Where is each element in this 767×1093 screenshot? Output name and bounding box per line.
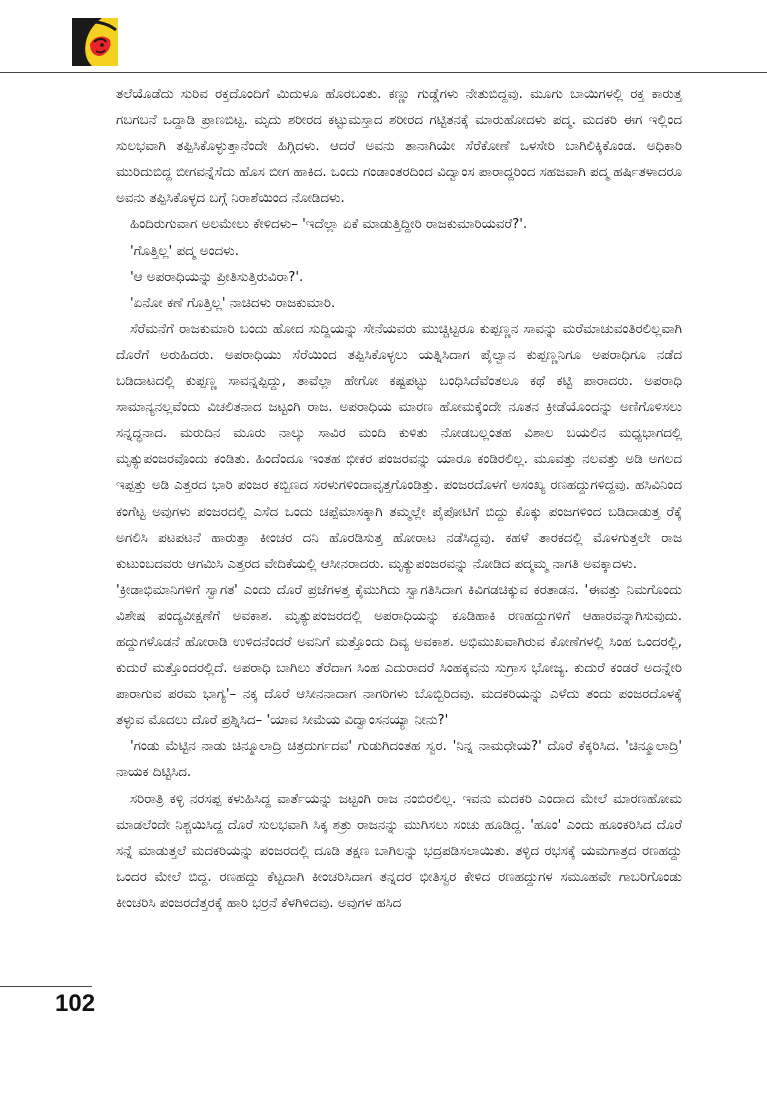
paragraph: 'ಏನೋ ಕಣೆ ಗೊತ್ತಿಲ್ಲ' ನಾಚಿದಳು ರಾಜಕುಮಾರಿ.: [130, 295, 336, 311]
woman-face-logo-icon: [72, 18, 118, 66]
footer-rule: [0, 986, 92, 987]
header-rule: [0, 72, 767, 73]
page-body: [116, 82, 682, 917]
paragraph: ತಲೆಯೊಡೆದು ಸುರಿವ ರಕ್ತದೊಂದಿಗೆ ಮಿದುಳೂ ಹೊರಬಂತು. ಕಣ್ಣು ಗುಡ್ಡೆಗಳು ನೇತುಬಿದ್ದವು. ಮೂಗು ಬಾಯಿಗಳಲ್ಲಿ ರಕ್ತ ಕಾರುತ್ತ ಗಬಗಬನೆ ಒದ್ದಾಡಿ ಪ್ರಾಣಬಿಟ್ಟ. ಮೃದು ಶರೀರದ ಕಟ್ಟುಮಸ್ತಾದ ಶರೀರದ ಗಟ್ಟಿತನಕ್ಕೆ ಮಾರುಹೋದಳು ಪದ್ಮ. ಮದಕರಿ ಈಗ ಇಲ್ಲಿಂದ ಸುಲಭವಾಗಿ ತಪ್ಪಿಸಿಕೊಳ್ಳುತ್ತಾನೆಂದೇ ಹಿಗ್ಗಿದಳು. ಆದರೆ ಅವನು ತಾನಾಗಿಯೇ ಸೆರೆಕೋಣೆ ಒಳಸೇರಿ ಬಾಗಿಲಿಕ್ಕಿಕೊಂಡ. ಅಧಿಕಾರಿ ಮುರಿದುಬಿದ್ದ ಬೀಗವನ್ನೆಸೆದು ಹೊಸ ಬೀಗ ಹಾಕಿದ. ಒಂದು ಗಂಡಾಂತರದಿಂದ ವಿದ್ವಾಂಸ ಪಾರಾದ್ದರಿಂದ ಸಹಜವಾಗಿ ಪದ್ಮ ಹರ್ಷಿತಳಾದರೂ ಅವನು ತಪ್ಪಿಸಿಕೊಳ್ಳದ ಬಗ್ಗೆ ನಿರಾಶೆಯಿಂದ ನೋಡಿದಳು.: [116, 87, 682, 207]
paragraph: 'ಗಂಡು ಮೆಟ್ಟಿನ ನಾಡು ಚಿನ್ಮೂಲಾದ್ರಿ ಚಿತ್ರದುರ್ಗದವ' ಗುಡುಗಿದಂತಹ ಸ್ವರ. 'ನಿನ್ನ ನಾಮಧೇಯ?' ದೊರೆ ಕೆಕ್ಕರಿಸಿದ. 'ಚಿನ್ಮೂಲಾದ್ರಿ' ನಾಯಕ ದಿಟ್ಟಿಸಿದ.: [116, 739, 682, 781]
paragraph: ಸರಿರಾತ್ರಿ ಕಳ್ಳಿ ನರಸಪ್ಪ ಕಳುಹಿಸಿದ್ದ ವಾರ್ತೆಯನ್ನು ಜಟ್ಟಂಗಿ ರಾಜ ನಂಬಿರಲಿಲ್ಲ. ಇವನು ಮದಕರಿ ಎಂದಾದ ಮೇಲೆ ಮಾರಣಹೋಮ ಮಾಡಲೆಂದೇ ನಿಶ್ಚಯಿಸಿದ್ದ ದೊರೆ ಸುಲಭವಾಗಿ ಸಿಕ್ಕ ಶತ್ರು ರಾಜನನ್ನು ಮುಗಿಸಲು ಸಂಚು ಹೂಡಿದ್ದ. 'ಹೂಂ' ಎಂದು ಹೂಂಕರಿಸಿದ ದೊರೆ ಸನ್ನೆ ಮಾಡುತ್ತಲೆ ಮದಕರಿಯನ್ನು ಪಂಜರದಲ್ಲಿ ದೂಡಿ ತಕ್ಷಣ ಬಾಗಿಲನ್ನು ಭದ್ರಪಡಿಸಲಾಯಿತು. ತಳ್ಳಿದ ರಭಸಕ್ಕೆ ಯಮಗಾತ್ರದ ರಣಹದ್ದು ಒಂದರ ಮೇಲೆ ಬಿದ್ದ. ರಣಹದ್ದು ಕೆಟ್ಟದಾಗಿ ಕೀಂಚರಿಸಿದಾಗ ತನ್ನದರ ಭೀತಿಸ್ವರ ಕೇಳಿದ ರಣಹದ್ದುಗಳ ಸಮೂಹವೇ ಗಾಬರಿಗೊಂಡು ಕೀಂಚರಿಸಿ ಪಂಜರದೆತ್ತರಕ್ಕೆ ಹಾರಿ ಭರ್‍ರನೆ ಕೆಳಗಿಳಿದವು. ಅವುಗಳ ಹಸಿದ: [116, 791, 682, 911]
paragraph: ಹಿಂದಿರುಗುವಾಗ ಅಲಮೇಲು ಕೇಳಿದಳು– 'ಇದೆಲ್ಲಾ ಏಕೆ ಮಾಡುತ್ತಿದ್ದೀರಿ ರಾಜಕುಮಾರಿಯವರೆ?'.: [130, 217, 528, 233]
paragraph: 'ಗೊತ್ತಿಲ್ಲ' ಪದ್ಮ ಅಂದಳು.: [130, 243, 239, 259]
paragraph: 'ಆ ಅಪರಾಧಿಯನ್ನು ಪ್ರೀತಿಸುತ್ತಿರುವಿರಾ?'.: [130, 269, 304, 285]
page-number: 102: [55, 990, 96, 1017]
paragraph: 'ಕ್ರೀಡಾಭಿಮಾನಿಗಳಿಗೆ ಸ್ವಾಗತ' ಎಂದು ದೊರೆ ಪ್ರಜೆಗಳತ್ತ ಕೈಮುಗಿದು ಸ್ವಾಗತಿಸಿದಾಗ ಕಿವಿಗಡಚಿಕ್ಕುವ ಕರತಾಡನ. 'ಈವತ್ತು ನಿಮಗೊಂದು ವಿಶೇಷ ಪಂದ್ಯವೀಕ್ಷಣೆಗೆ ಅವಕಾಶ. ಮೃತ್ಯುಪಂಜರದಲ್ಲಿ ಅಪರಾಧಿಯನ್ನು ಕೂಡಿಹಾಕಿ ರಣಹದ್ದುಗಳಿಗೆ ಆಹಾರವನ್ನಾಗಿಸುವುದು. ಹದ್ದುಗಳೊಡನೆ ಹೋರಾಡಿ ಉಳಿದನೆಂದರೆ ಅವನಿಗೆ ಮತ್ತೊಂದು ದಿವ್ಯ ಅವಕಾಶ. ಅಭಿಮುಖವಾಗಿರುವ ಕೋಣೆಗಳಲ್ಲಿ ಸಿಂಹ ಒಂದರಲ್ಲಿ, ಕುದುರೆ ಮತ್ತೊಂದರಲ್ಲಿದೆ. ಅಪರಾಧಿ ಬಾಗಿಲು ತೆರೆದಾಗ ಸಿಂಹ ಎದುರಾದರೆ ಸಿಂಹಕ್ಕವನು ಸುಗ್ರಾಸ ಭೋಜ್ಯ. ಕುದುರೆ ಕಂಡರೆ ಅದನ್ನೇರಿ ಪಾರಾಗುವ ಪರಮ ಭಾಗ್ಯ'– ನಕ್ಕ ದೊರೆ ಆಸೀನನಾದಾಗ ನಾಗರಿಗಳು ಬೊಬ್ಬಿರಿದವು. ಮದಕರಿಯನ್ನು ಎಳೆದು ತಂದು ಪಂಜರದೊಳಕ್ಕೆ ತಳ್ಳುವ ಮೊದಲು ದೊರೆ ಪ್ರಶ್ನಿಸಿದ– 'ಯಾವ ಸೀಮೆಯ ವಿದ್ವಾಂಸನಯ್ಯಾ ನೀನು?': [116, 582, 682, 729]
paragraph: ಸೆರೆಮನೆಗೆ ರಾಜಕುಮಾರಿ ಬಂದು ಹೋದ ಸುದ್ದಿಯನ್ನು ಸೇನೆಯವರು ಮುಚ್ಚಿಟ್ಟರೂ ಕುಪ್ಪಣ್ಣನ ಸಾವನ್ನು ಮರೆಮಾಚುವಂತಿರಲಿಲ್ಲವಾಗಿ ದೊರೆಗೆ ಅರುಹಿದರು. ಅಪರಾಧಿಯು ಸೆರೆಯಿಂದ ತಪ್ಪಿಸಿಕೊಳ್ಳಲು ಯತ್ನಿಸಿದಾಗ ಪೈಲ್ವಾನ ಕುಪ್ಪಣ್ಣನಿಗೂ ಅಪರಾಧಿಗೂ ನಡೆದ ಬಡಿದಾಟದಲ್ಲಿ ಕುಪ್ಪಣ್ಣ ಸಾವನ್ನಪ್ಪಿದ್ದು, ತಾವೆಲ್ಲಾ ಹೇಗೋ ಕಷ್ಟಪಟ್ಟು ಬಂಧಿಸಿದೆವೆಂತಲೂ ಕಥೆ ಕಟ್ಟಿ ಪಾರಾದರು. ಅಪರಾಧಿ ಸಾಮಾನ್ಯನಲ್ಲವೆಂದು ವಿಚಲಿತನಾದ ಜಟ್ಟಂಗಿ ರಾಜ. ಅಪರಾಧಿಯ ಮಾರಣ ಹೋಮಕ್ಕೆಂದೇ ನೂತನ ಕ್ರೀಡೆಯೊಂದನ್ನು ಅಣಿಗೊಳಿಸಲು ಸನ್ನದ್ಧನಾದ. ಮರುದಿನ ಮೂರು ನಾಲ್ಕು ಸಾವಿರ ಮಂದಿ ಕುಳಿತು ನೋಡಬಲ್ಲಂತಹ ವಿಶಾಲ ಬಯಲಿನ ಮಧ್ಯಭಾಗದಲ್ಲಿ ಮೃತ್ಯುಪಂಜರವೊಂದು ಕಂಡಿತು. ಹಿಂದೆಂದೂ ಇಂತಹ ಭೀಕರ ಪಂಜರವನ್ನು ಯಾರೂ ಕಂಡಿರಲಿಲ್ಲ. ಮೂವತ್ತು ನಲವತ್ತು ಅಡಿ ಅಗಲದ ಇಪ್ಪತ್ತು ಅಡಿ ಎತ್ತರದ ಭಾರಿ ಪಂಜರ ಕಬ್ಬಿಣದ ಸರಳುಗಳಿಂದಾವೃತ್ತಗೊಂಡಿತ್ತು. ಪಂಜರದೊಳಗೆ ಅಸಂಖ್ಯ ರಣಹದ್ದುಗಳಿದ್ದವು. ಹಸಿವಿನಿಂದ ಕಂಗೆಟ್ಟ ಅವುಗಳು ಪಂಜರದಲ್ಲಿ ಎಸೆದ ಒಂದು ಚಪ್ಪೆಮಾಸಕ್ಕಾಗಿ ತಮ್ಮಲ್ಲೇ ಪೈಪೋಟಿಗೆ ಬಿದ್ದು ಕೊಕ್ಕು ಪಂಜಗಳಿಂದ ಬಡಿದಾಡುತ್ತ ರೆಕ್ಕೆ ಅಗಲಿಸಿ ಪಟಪಟನೆ ಹಾರುತ್ತಾ ಕೀಂಚರ ದನಿ ಹೊರಡಿಸುತ್ತ ಹೋರಾಟ ನಡೆಸಿದ್ದವು. ಕಹಳೆ ತಾರಕದಲ್ಲಿ ಮೊಳಗುತ್ತಲೇ ರಾಜ ಕುಟುಂಬದವರು ಆಗಮಿಸಿ ಎತ್ತರದ ವೇದಿಕೆಯಲ್ಲಿ ಆಸೀನರಾದರು. ಮೃತ್ಯುಪಂಜರವನ್ನು ನೋಡಿದ ಪದ್ಮಮ್ಮ ನಾಗತಿ ಅವಕ್ಕಾದಳು.: [116, 321, 682, 572]
